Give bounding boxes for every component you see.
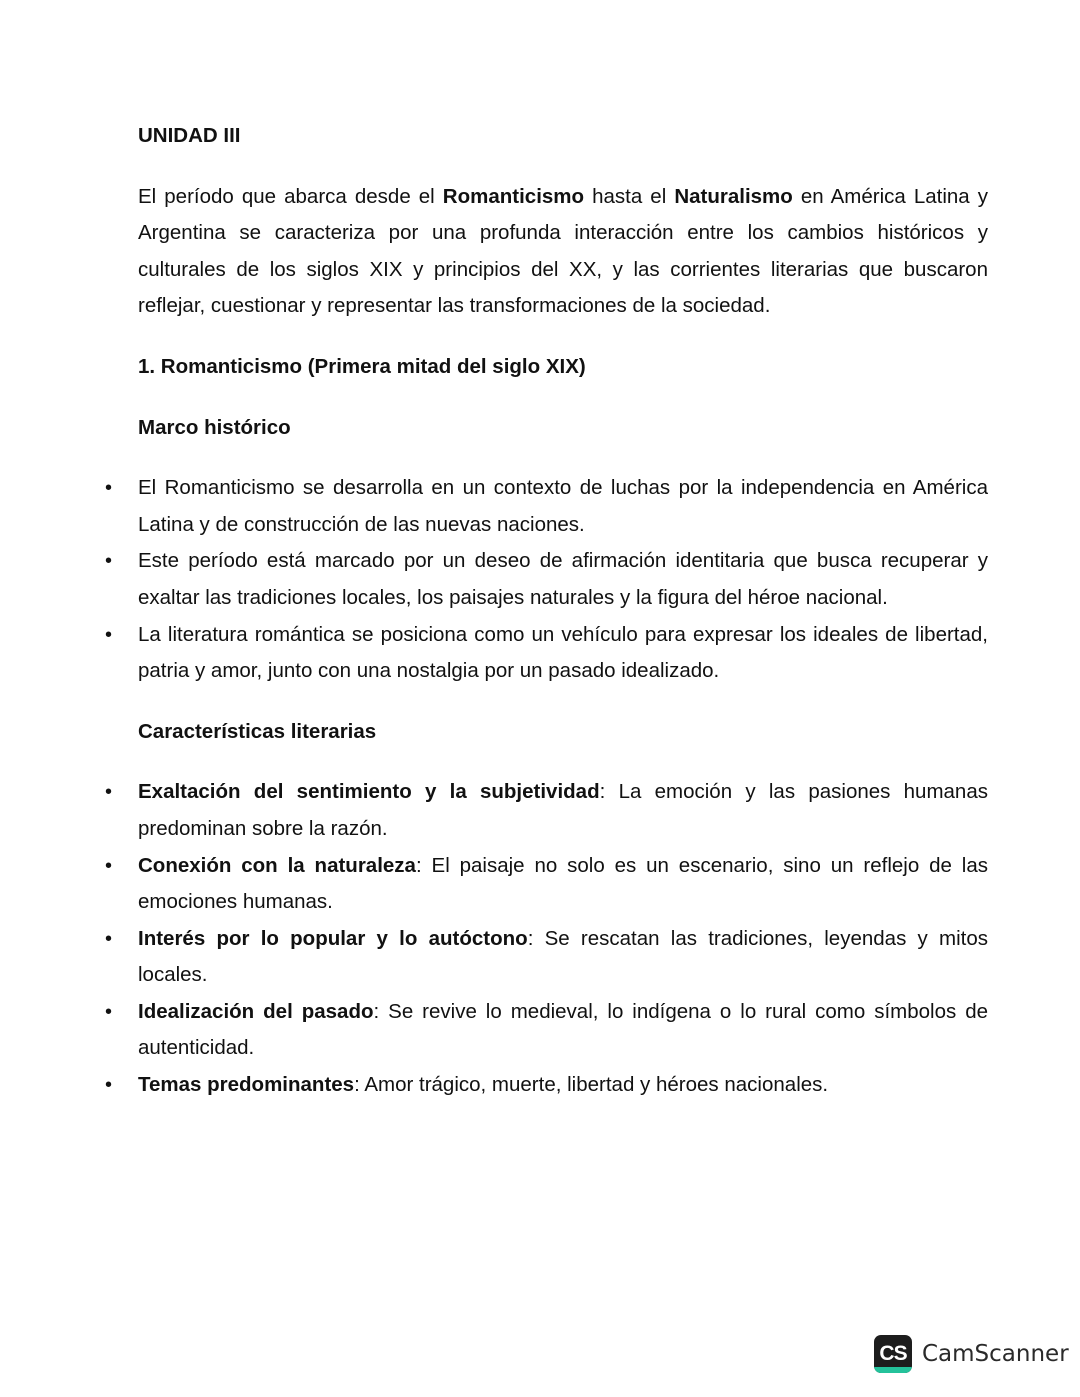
feature-text: : La emoción y las pasiones humanas predominan sobre la razón. xyxy=(138,780,988,840)
intro-term-naturalismo: Naturalismo xyxy=(674,184,793,208)
list-item xyxy=(105,994,988,1067)
list-item xyxy=(105,617,988,690)
intro-text-1: El período que abarca desde el xyxy=(138,184,443,208)
bullet-icon: • xyxy=(105,1074,113,1097)
feature-text: : Se revive lo medieval, lo indígena o lo rural como símbolos de autenticidad. xyxy=(138,999,988,1060)
section-title: 1. Romanticismo (Primera mitad del siglo XIX) xyxy=(138,354,586,378)
historical-heading: Marco histórico xyxy=(138,415,291,439)
intro-text-3: en América Latina y Argentina se caracteriza por una profunda interacción entre los cambios históricos y culturales de los siglos XIX y principios del XX, y las corrientes literarias que buscaron reflejar, cuestionar y representar las transformaciones de la sociedad. xyxy=(138,184,988,318)
camscanner-watermark xyxy=(874,1334,1069,1374)
list-item xyxy=(105,848,988,921)
historical-list xyxy=(105,470,988,690)
bullet-icon: • xyxy=(105,927,113,950)
features-heading: Características literarias xyxy=(138,719,377,743)
list-item-text: La literatura romántica se posiciona como un vehículo para expresar los ideales de libertad, patria y amor, junto con una nostalgia por un pasado idealizado. xyxy=(138,622,988,683)
feature-term: Conexión con la naturaleza xyxy=(138,853,416,877)
list-item xyxy=(105,774,988,847)
list-item xyxy=(105,470,988,543)
list-item-text: Este período está marcado por un deseo de afirmación identitaria que busca recuperar y exaltar las tradiciones locales, los paisajes naturales y la figura del héroe nacional. xyxy=(138,549,988,609)
feature-term: Idealización del pasado xyxy=(138,999,374,1023)
bullet-icon: • xyxy=(105,781,113,804)
camscanner-logo-icon: CS xyxy=(874,1335,912,1373)
bullet-icon: • xyxy=(105,550,113,573)
unit-title: UNIDAD III xyxy=(138,124,241,147)
document-page xyxy=(105,118,988,1104)
feature-term: Interés por lo popular y lo autóctono xyxy=(138,926,528,950)
bullet-icon: • xyxy=(105,477,113,500)
feature-term: Exaltación del sentimiento y la subjetividad xyxy=(138,780,600,804)
feature-term: Temas predominantes xyxy=(138,1073,355,1097)
list-item xyxy=(105,921,988,994)
list-item xyxy=(105,1067,988,1104)
feature-text: : Se rescatan las tradiciones, leyendas y mitos locales. xyxy=(138,926,988,987)
feature-text: : El paisaje no solo es un escenario, sino un reflejo de las emociones humanas. xyxy=(138,853,988,914)
bullet-icon: • xyxy=(105,854,113,877)
feature-text: : Amor trágico, muerte, libertad y héroes nacionales. xyxy=(354,1073,829,1097)
intro-paragraph xyxy=(138,179,988,325)
features-list xyxy=(105,774,988,1103)
list-item xyxy=(105,543,988,616)
intro-text-2: hasta el xyxy=(584,184,675,208)
bullet-icon: • xyxy=(105,1000,113,1023)
camscanner-brand: CamScanner xyxy=(922,1341,1069,1367)
bullet-icon: • xyxy=(105,623,113,646)
list-item-text: El Romanticismo se desarrolla en un contexto de luchas por la independencia en América Latina y de construcción de las nuevas naciones. xyxy=(138,476,988,536)
intro-term-romanticismo: Romanticismo xyxy=(442,184,585,208)
